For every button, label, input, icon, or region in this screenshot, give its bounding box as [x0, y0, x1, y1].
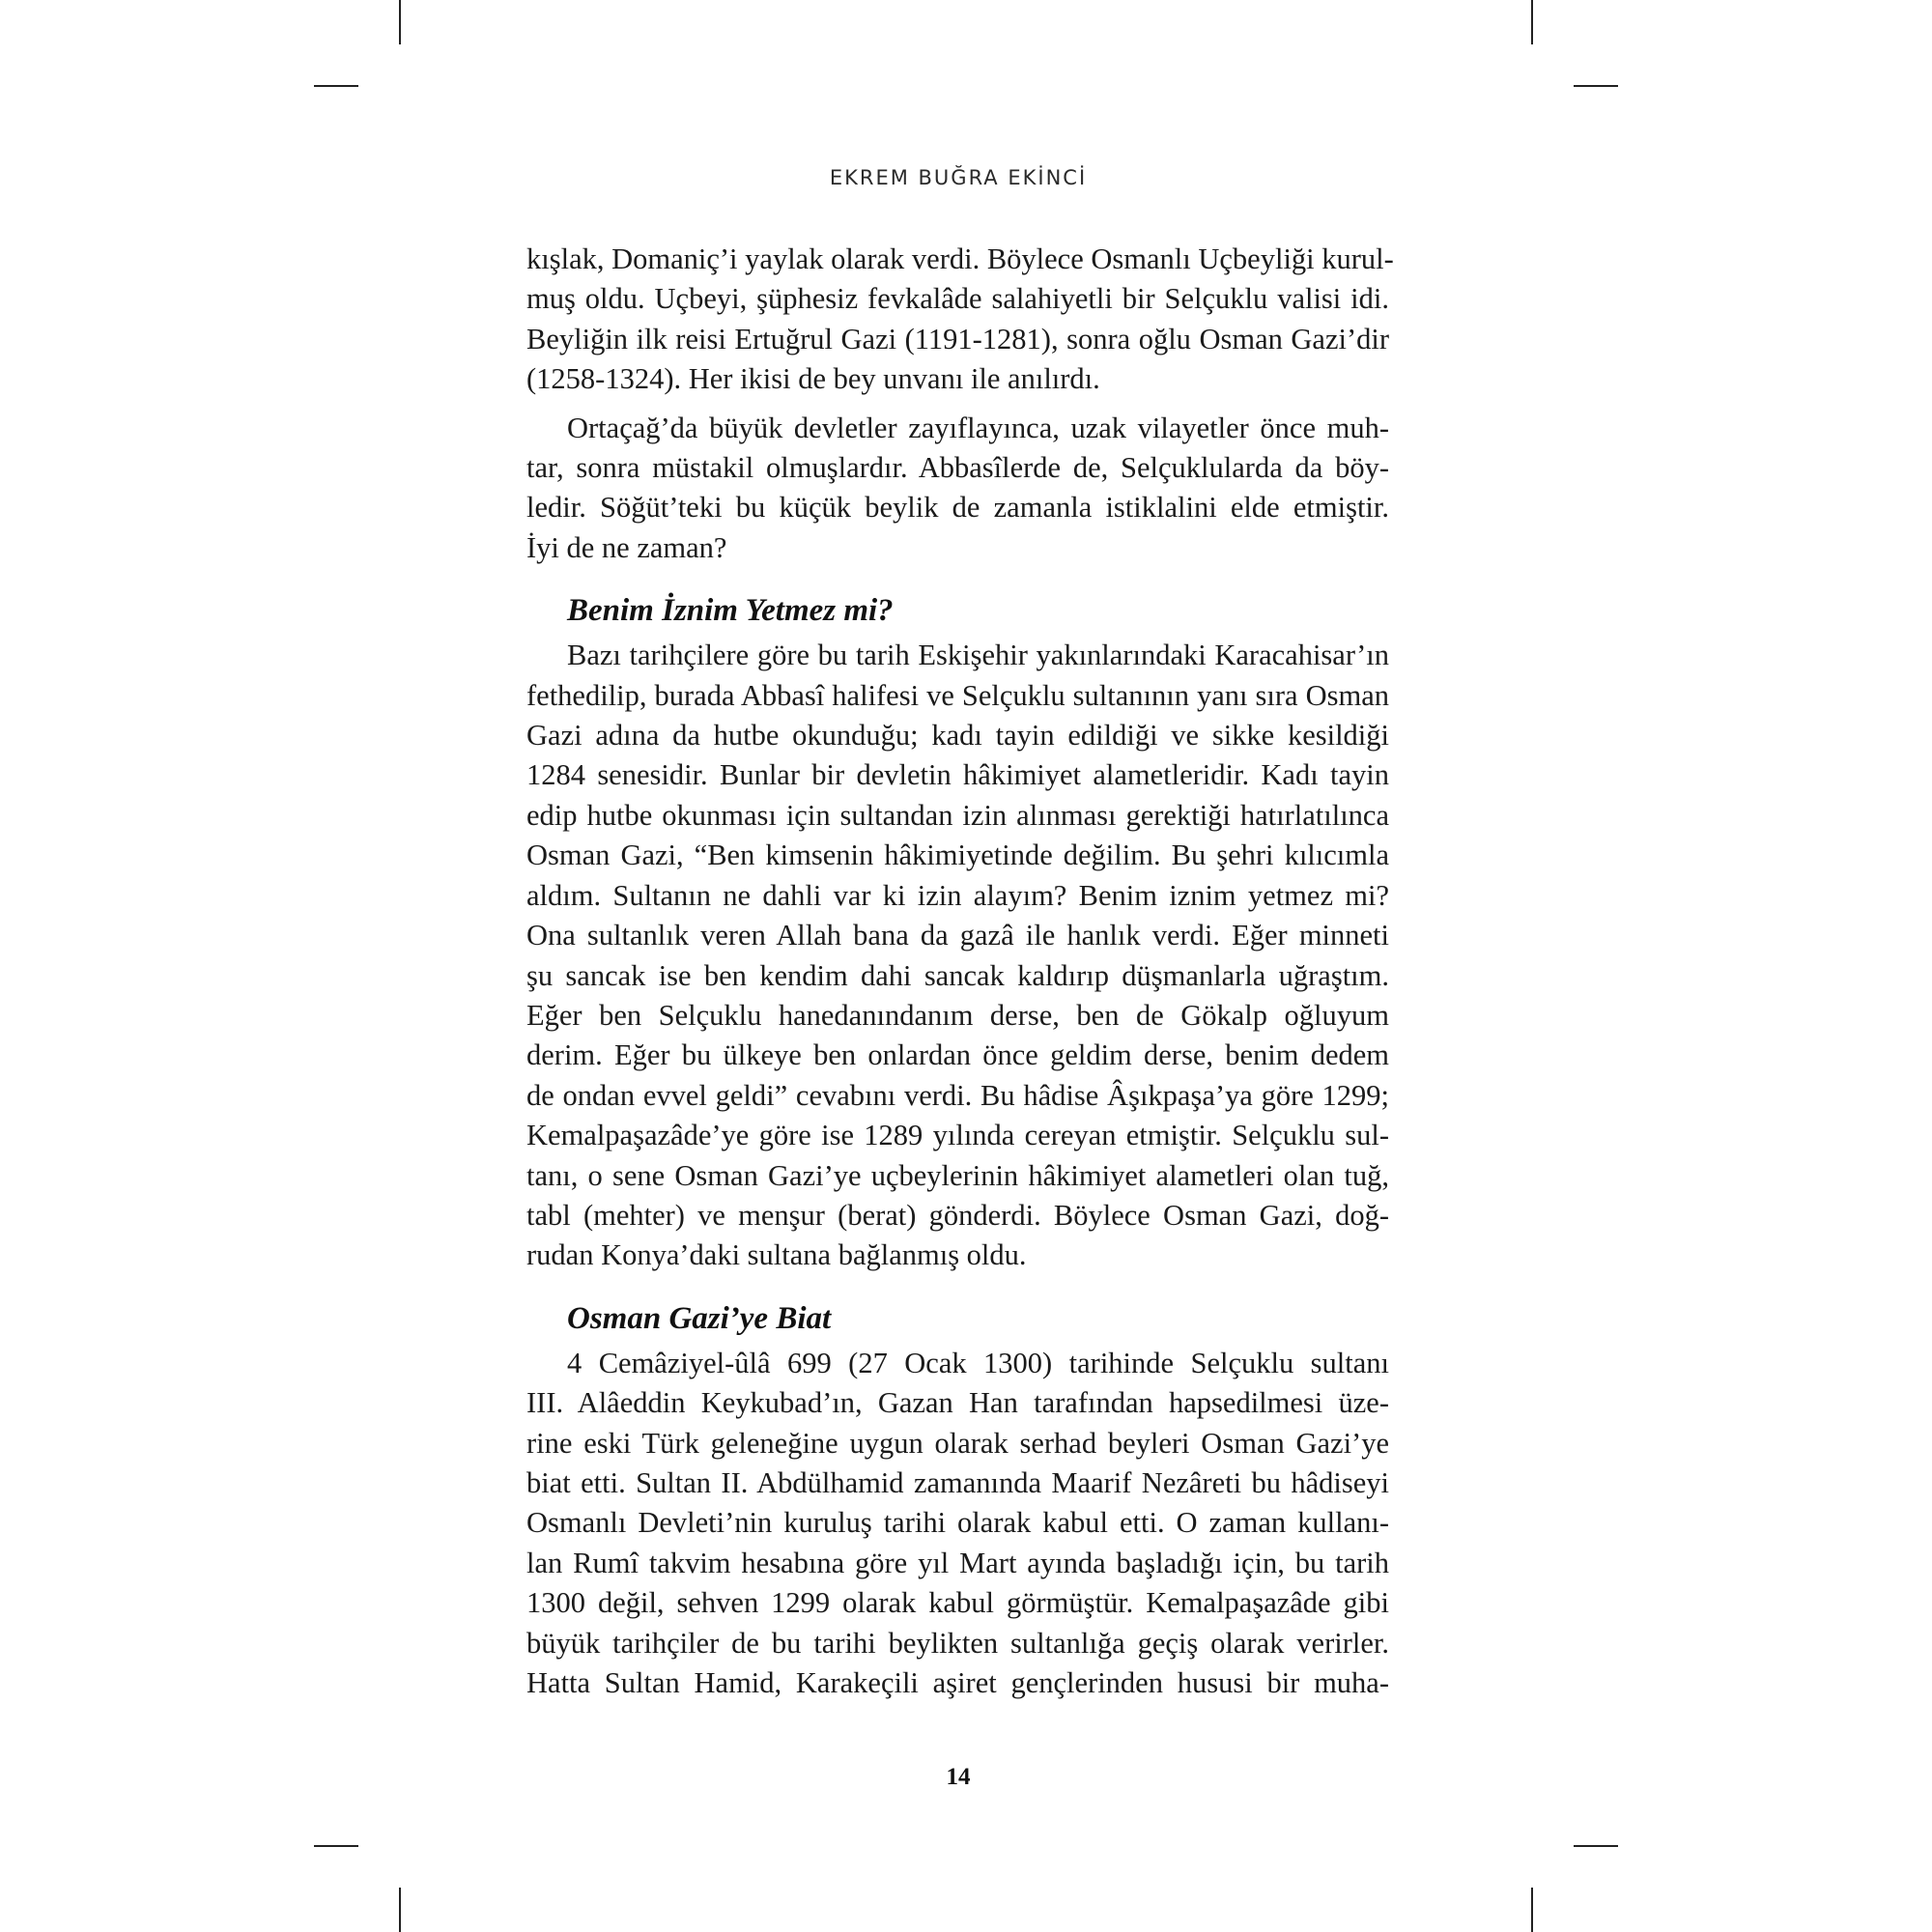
running-head: EKREM BUĞRA EKİNCİ: [829, 166, 1088, 189]
page-number: 14: [946, 1764, 971, 1790]
crop-mark-bottom-left: [399, 1888, 401, 1932]
crop-mark-bottom-right: [1531, 1888, 1533, 1932]
text-line: (1258-1324). Her ikisi de bey unvanı ile anılırdı.: [526, 362, 1100, 396]
text-line: muş oldu. Uçbeyi, şüphesiz fevkalâde salahiyetli bir Selçuklu valisi idi.: [526, 282, 1389, 316]
text-line: tar, sonra müstakil olmuşlardır. Abbasîlerde de, Selçuklularda da böy-: [526, 451, 1389, 485]
paragraph-2: [526, 409, 1389, 569]
text-line: Eğer ben Selçuklu hanedanındanım derse, ben de Gökalp oğluyum: [526, 998, 1389, 1032]
text-line: rudan Konya’daki sultana bağlanmış oldu.: [526, 1238, 1027, 1272]
crop-mark-top-left: [399, 0, 401, 44]
text-line: Bazı tarihçilere göre bu tarih Eskişehir yakınlarındaki Karacahisar’ın: [567, 639, 1389, 672]
text-line: büyük tarihçiler de bu tarihi beylikten sultanlığa geçiş olarak verirler.: [526, 1626, 1389, 1660]
section-heading-benim-iznim: Benim İznim Yetmez mi?: [567, 593, 894, 629]
text-line: edip hutbe okunması için sultandan izin alınması gerektiği hatırlatılınca: [526, 798, 1389, 832]
text-line: Beyliğin ilk reisi Ertuğrul Gazi (1191-1281), sonra oğlu Osman Gazi’dir: [526, 322, 1389, 355]
text-line: aldım. Sultanın ne dahli var ki izin alayım? Benim iznim yetmez mi?: [526, 878, 1389, 912]
text-line: ledir. Söğüt’teki bu küçük beylik de zamanla istiklalini elde etmiştir.: [526, 491, 1389, 525]
text-block: [526, 240, 1394, 1703]
paragraph-1: [526, 240, 1394, 400]
section-heading-osman-gazi-biat: Osman Gazi’ye Biat: [567, 1300, 832, 1336]
text-line: de ondan evvel geldi” cevabını verdi. Bu hâdise Âşıkpaşa’ya göre 1299;: [526, 1078, 1389, 1112]
text-line: kışlak, Domaniç’i yaylak olarak verdi. Böylece Osmanlı Uçbeyliği kurul-: [526, 242, 1394, 275]
text-line: Osman Gazi, “Ben kimsenin hâkimiyetinde değilim. Bu şehri kılıcımla: [526, 838, 1389, 872]
text-line: tabl (mehter) ve menşur (berat) gönderdi. Böylece Osman Gazi, doğ-: [526, 1198, 1389, 1232]
text-line: Ona sultanlık veren Allah bana da gazâ ile hanlık verdi. Eğer minneti: [526, 919, 1389, 952]
text-line: tanı, o sene Osman Gazi’ye uçbeylerinin hâkimiyet alametleri olan tuğ,: [526, 1158, 1389, 1192]
text-line: Osmanlı Devleti’nin kuruluş tarihi olarak kabul etti. O zaman kullanı-: [526, 1506, 1389, 1540]
crop-mark-top-right-horizontal: [1574, 85, 1618, 87]
text-line: III. Alâeddin Keykubad’ın, Gazan Han tarafından hapsedilmesi üze-: [526, 1386, 1389, 1420]
text-line: Ortaçağ’da büyük devletler zayıflayınca, uzak vilayetler önce muh-: [567, 411, 1389, 444]
text-line: lan Rumî takvim hesabına göre yıl Mart ayında başladığı için, bu tarih: [526, 1546, 1389, 1579]
text-line: 1300 değil, sehven 1299 olarak kabul görmüştür. Kemalpaşazâde gibi: [526, 1586, 1389, 1620]
text-line: Hatta Sultan Hamid, Karakeçili aşiret gençlerinden hususi bir muha-: [526, 1666, 1389, 1699]
paragraph-4: [526, 1344, 1389, 1704]
paragraph-3: [526, 636, 1389, 1276]
crop-mark-top-left-horizontal: [314, 85, 358, 87]
text-line: Gazi adına da hutbe okunduğu; kadı tayin edildiği ve sikke kesildiği: [526, 719, 1389, 753]
crop-mark-bottom-right-horizontal: [1574, 1845, 1618, 1847]
text-line: biat etti. Sultan II. Abdülhamid zamanında Maarif Nezâreti bu hâdiseyi: [526, 1465, 1389, 1499]
crop-mark-bottom-left-horizontal: [314, 1845, 358, 1847]
crop-mark-top-right: [1531, 0, 1533, 44]
text-line: Kemalpaşazâde’ye göre ise 1289 yılında cereyan etmiştir. Selçuklu sul-: [526, 1119, 1389, 1152]
text-line: şu sancak ise ben kendim dahi sancak kaldırıp düşmanlarla uğraştım.: [526, 958, 1389, 992]
text-line: derim. Eğer bu ülkeye ben onlardan önce geldim derse, benim dedem: [526, 1038, 1389, 1072]
text-line: rine eski Türk geleneğine uygun olarak serhad beyleri Osman Gazi’ye: [526, 1426, 1389, 1460]
text-line: 4 Cemâziyel-ûlâ 699 (27 Ocak 1300) tarihinde Selçuklu sultanı: [567, 1346, 1389, 1379]
text-line: 1284 senesidir. Bunlar bir devletin hâkimiyet alametleridir. Kadı tayin: [526, 758, 1389, 792]
text-line: fethedilip, burada Abbasî halifesi ve Selçuklu sultanının yanı sıra Osman: [526, 678, 1389, 712]
text-line: İyi de ne zaman?: [526, 530, 727, 564]
